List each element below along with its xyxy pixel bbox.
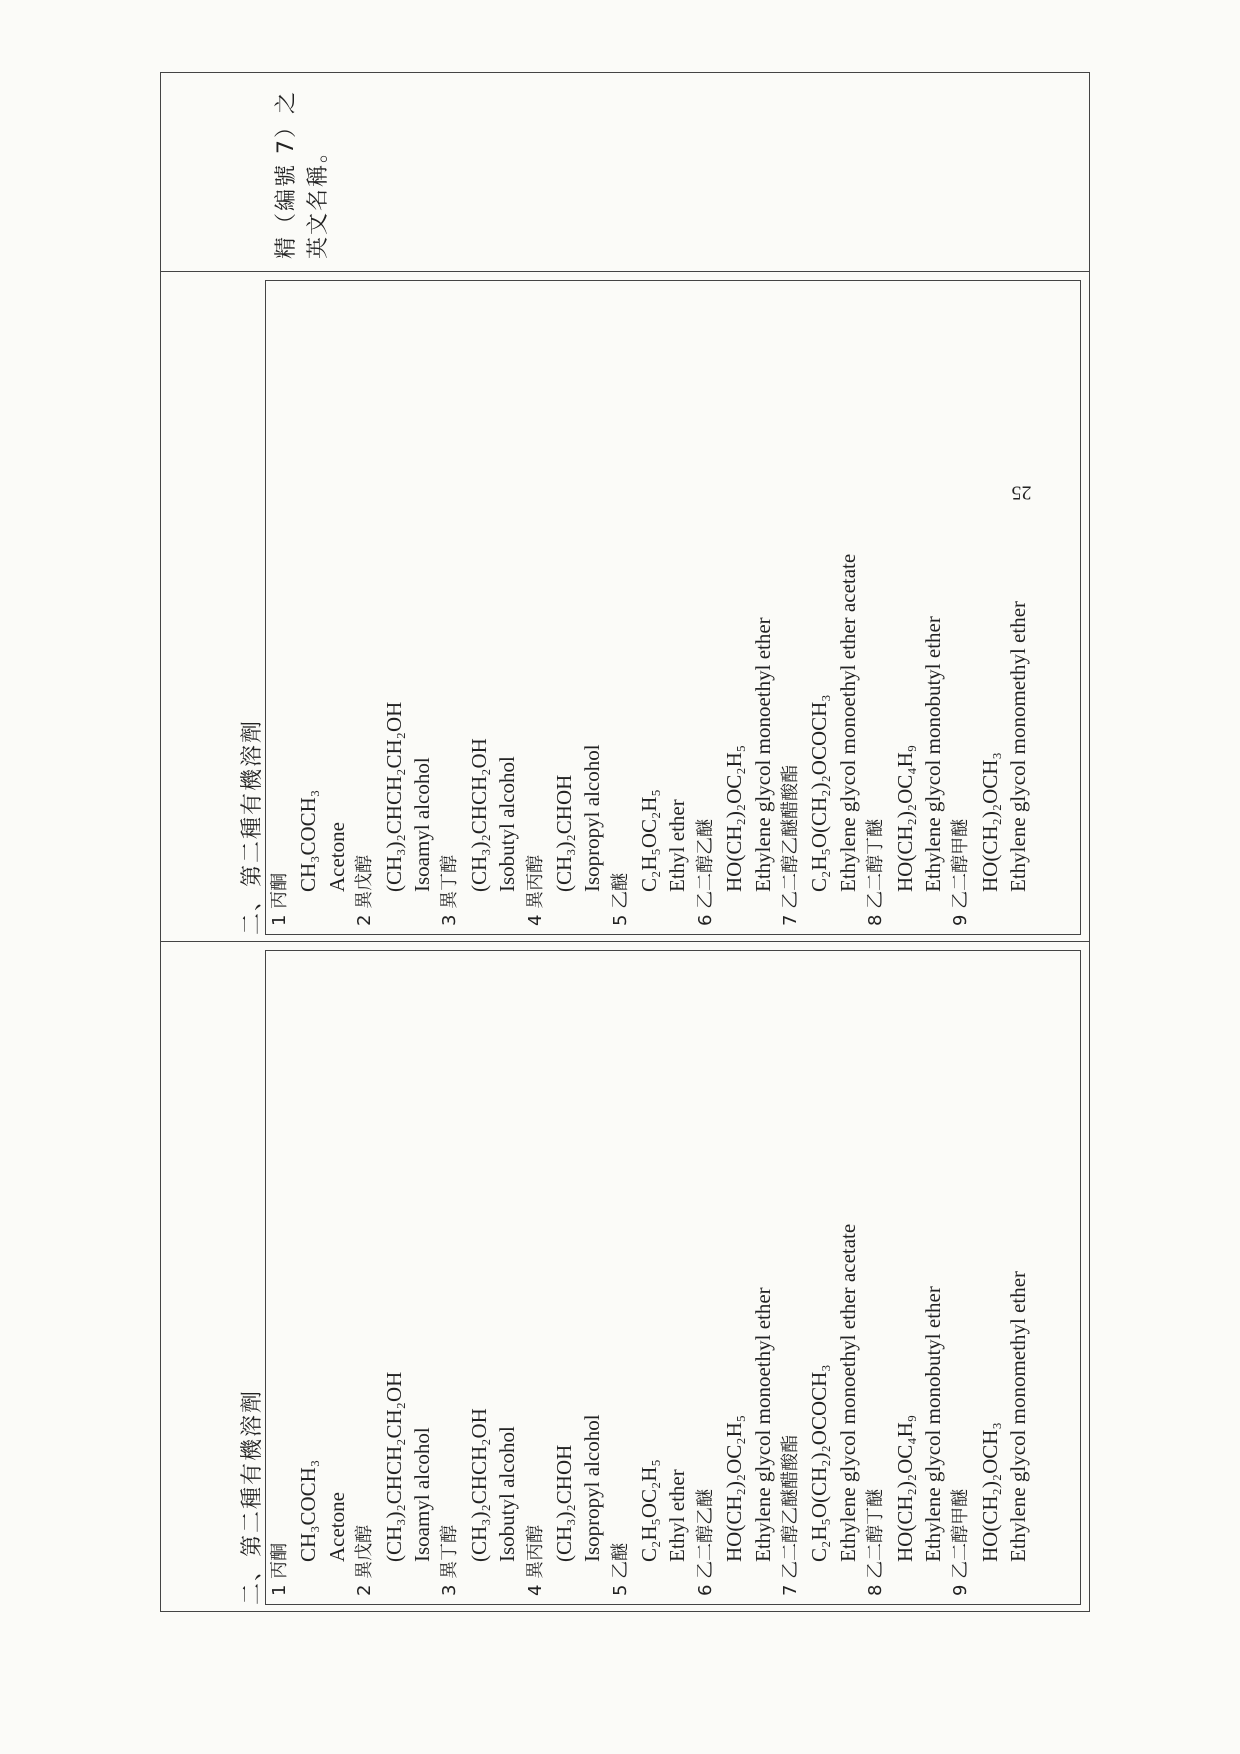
solvent-chinese-name: 1 丙酮 bbox=[269, 1542, 290, 1596]
solvent-english-name: Ethylene glycol monobutyl ether bbox=[920, 616, 945, 892]
solvent-chinese-name: 8 乙二醇丁醚 bbox=[865, 1488, 887, 1596]
solvent-formula: HO(CH₂)₂OC₄H₉ bbox=[892, 744, 917, 892]
solvent-formula: (CH₃)₂CHCH₂CH₂OH bbox=[381, 701, 406, 892]
solvent-chinese-name: 4 異丙醇 bbox=[524, 1524, 546, 1596]
solvent-formula: HO(CH₂)₂OC₂H₅ bbox=[722, 1414, 747, 1562]
solvent-chinese-name: 5 乙醚 bbox=[609, 872, 631, 926]
solvent-chinese-name: 1 丙酮 bbox=[269, 872, 290, 926]
solvent-english-name: Isoamyl alcohol bbox=[409, 1427, 434, 1562]
solvent-english-name: Isoamyl alcohol bbox=[409, 757, 434, 892]
column-explanation bbox=[161, 71, 1089, 271]
solvent-formula: (CH₃)₂CHCH₂OH bbox=[466, 1408, 491, 1562]
comparison-table bbox=[160, 72, 1090, 1612]
solvent-formula: (CH₃)₂CHCH₂OH bbox=[466, 738, 491, 892]
solvent-chinese-name: 2 異戊醇 bbox=[354, 1524, 376, 1596]
solvent-formula: HO(CH₂)₂OC₄H₉ bbox=[892, 1414, 917, 1562]
solvent-chinese-name: 9 乙二醇甲醚 bbox=[950, 1488, 972, 1596]
explanation-note: 精（編號 7）之英文名稱。 bbox=[274, 90, 331, 259]
solvent-formula: C₂H₅OC₂H₅ bbox=[637, 789, 662, 892]
solvent-chinese-name: 2 異戊醇 bbox=[354, 854, 376, 926]
solvent-english-name: Isobutyl alcohol bbox=[495, 1426, 520, 1562]
page-number: 25 bbox=[1011, 481, 1032, 504]
solvent-formula: C₂H₅O(CH₂)₂OCOCH₃ bbox=[807, 694, 832, 892]
column-left bbox=[161, 941, 1089, 1611]
solvent-formula: (CH₃)₂CHOH bbox=[551, 774, 576, 892]
column-middle bbox=[161, 271, 1089, 941]
solvent-english-name: Ethylene glycol monomethyl ether bbox=[1006, 600, 1031, 892]
solvent-chinese-name: 9 乙二醇甲醚 bbox=[950, 818, 972, 926]
solvent-english-name: Ethylene glycol monoethyl ether acetate bbox=[835, 553, 860, 892]
solvent-english-name: Ethyl ether bbox=[665, 799, 690, 892]
solvent-list-box bbox=[265, 280, 1081, 935]
solvent-chinese-name: 6 乙二醇乙醚 bbox=[694, 818, 716, 926]
solvent-english-name: Isobutyl alcohol bbox=[495, 756, 520, 892]
solvent-chinese-name: 7 乙二醇乙醚醋酸酯 bbox=[780, 764, 802, 926]
solvent-english-name: Ethylene glycol monoethyl ether bbox=[750, 617, 775, 892]
solvent-formula: C₂H₅OC₂H₅ bbox=[637, 1459, 662, 1562]
solvent-chinese-name: 5 乙醚 bbox=[609, 1542, 631, 1596]
solvent-english-name: Ethylene glycol monobutyl ether bbox=[920, 1286, 945, 1562]
solvent-chinese-name: 3 異丁醇 bbox=[439, 854, 461, 926]
solvent-chinese-name: 7 乙二醇乙醚醋酸酯 bbox=[780, 1434, 802, 1596]
rotated-page bbox=[160, 72, 1090, 1612]
solvent-english-name: Acetone bbox=[324, 822, 349, 892]
solvent-formula: HO(CH₂)₂OCH₃ bbox=[977, 752, 1002, 892]
solvent-formula: C₂H₅O(CH₂)₂OCOCH₃ bbox=[807, 1364, 832, 1562]
solvent-formula: HO(CH₂)₂OC₂H₅ bbox=[722, 744, 747, 892]
solvent-english-name: Acetone bbox=[324, 1492, 349, 1562]
solvent-english-name: Ethyl ether bbox=[665, 1469, 690, 1562]
solvent-english-name: Ethylene glycol monomethyl ether bbox=[1006, 1270, 1031, 1562]
solvent-formula: HO(CH₂)₂OCH₃ bbox=[977, 1422, 1002, 1562]
solvent-formula: CH₃COCH₃ bbox=[296, 1459, 321, 1562]
solvent-chinese-name: 8 乙二醇丁醚 bbox=[865, 818, 887, 926]
solvent-formula: (CH₃)₂CHCH₂CH₂OH bbox=[381, 1371, 406, 1562]
solvent-list-box bbox=[265, 950, 1081, 1605]
column-heading: 二、第二種有機溶劑 bbox=[240, 718, 265, 935]
column-heading: 二、第二種有機溶劑 bbox=[240, 1388, 265, 1605]
solvent-chinese-name: 3 異丁醇 bbox=[439, 1524, 461, 1596]
solvent-english-name: Ethylene glycol monoethyl ether bbox=[750, 1287, 775, 1562]
solvent-english-name: Ethylene glycol monoethyl ether acetate bbox=[835, 1223, 860, 1562]
solvent-chinese-name: 6 乙二醇乙醚 bbox=[694, 1488, 716, 1596]
solvent-formula: CH₃COCH₃ bbox=[296, 789, 321, 892]
solvent-formula: (CH₃)₂CHOH bbox=[551, 1444, 576, 1562]
solvent-english-name: Isopropyl alcohol bbox=[580, 744, 605, 892]
solvent-chinese-name: 4 異丙醇 bbox=[524, 854, 546, 926]
solvent-english-name: Isopropyl alcohol bbox=[580, 1414, 605, 1562]
